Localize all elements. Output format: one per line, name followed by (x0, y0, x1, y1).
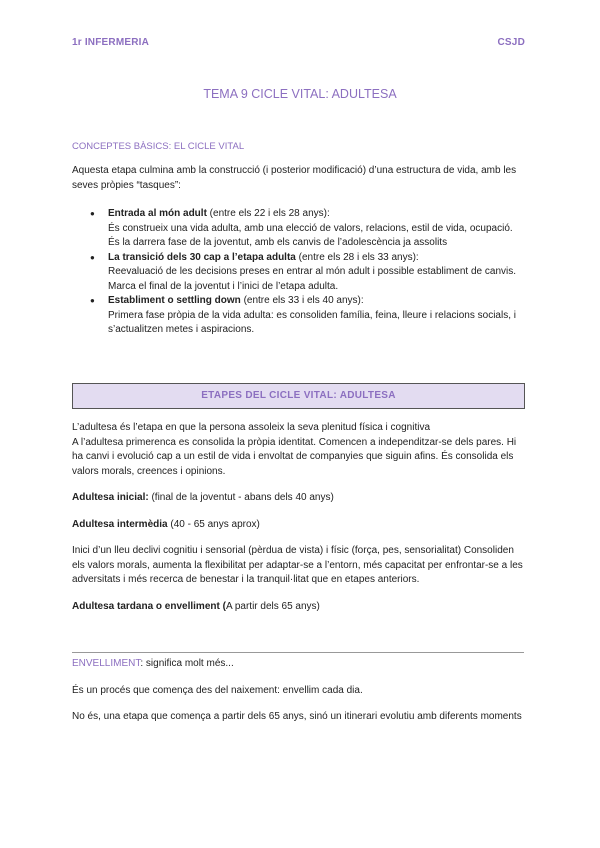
proces-paragraph: És un procés que comença des del naixement: envellim cada dia. (72, 684, 363, 696)
adultesa-inicial (72, 491, 527, 506)
envelliment-text: : significa molt més... (140, 658, 234, 669)
adultesa-tardana-range: A partir dels 65 anys) (225, 600, 320, 612)
envelliment-section (72, 657, 527, 725)
adultesa-inicial-title: Adultesa inicial: (72, 492, 149, 503)
adultesa-inicial-range: (final de la joventut - abans dels 40 anys) (148, 492, 334, 503)
stage-title: Establiment o settling down (108, 295, 241, 306)
list-item (72, 294, 527, 338)
stage-range: (entre els 33 i els 40 anys): (240, 295, 364, 306)
stage-desc: Primera fase pròpia de la vida adulta: es consoliden família, feina, lleure i relacions socials, i s’actualitzen metes i aspiracions. (108, 309, 516, 335)
envelliment-line (72, 657, 527, 672)
no-es-paragraph: No és, una etapa que comença a partir dels 65 anys, sinó un itinerari evolutiu amb diferents moments (72, 711, 522, 722)
adultesa-intermedia-title: Adultesa intermèdia (72, 518, 168, 530)
adultesa-section (72, 421, 527, 614)
adultesa-line: L’adultesa és l’etapa en que la persona assoleix la seva plenitud física i cognitiva (72, 422, 431, 433)
section-label: CONCEPTES BÀSICS: EL CICLE VITAL (72, 141, 245, 152)
section-heading-box: ETAPES DEL CICLE VITAL: ADULTESA (72, 383, 525, 409)
intro-paragraph: Aquesta etapa culmina amb la construcció (i posterior modificació) d’una estructura de vida, amb les seves pròpies “tasques”: (72, 165, 517, 191)
stage-desc: Reevaluació de les decisions preses en entrar al món adult i possible establiment de canvis. Marca el final de la joventut i l’inici de l’etapa adulta. (108, 266, 517, 292)
divider (72, 652, 524, 653)
stage-desc: És construeix una vida adulta, amb una elecció de valors, relacions, estil de vida, ocupació. És la darrera fase de la joventut, amb els canvis de l’adolescència ja assolits (108, 222, 513, 248)
adultesa-tardana-title: Adultesa tardana o envelliment ( (72, 600, 226, 612)
stages-list (72, 207, 527, 338)
list-item (72, 251, 527, 295)
adultesa-paragraph: A l’adultesa primerenca es consolida la pròpia identitat. Comencen a independitzar-se dels pares. Hi ha canvi i evolució cap a un estil de vida i envoltat de companyies que siguin afins. És consolida els valors morals, creences i opinions. (72, 436, 517, 477)
stage-range: (entre els 22 i els 28 anys): (206, 208, 330, 219)
stage-range: (entre els 28 i els 33 anys): (295, 251, 419, 263)
header-school: CSJD (497, 37, 525, 48)
page-title: TEMA 9 CICLE VITAL: ADULTESA (203, 87, 397, 101)
adultesa-intermedia-range: (40 - 65 anys aprox) (167, 518, 260, 530)
intermedia-description: Inici d’un lleu declivi cognitiu i sensorial (pèrdua de vista) i físic (força, pes, sensorialitat) Consoliden els valors morals, aumenta la flexibilitat per adaptar-se a l’entorn, més capacitat per enfrontar-se a les adversitats i més recerca de benestar i la tranquil·litat que en etapes anteriors. (72, 545, 523, 585)
adultesa-intermedia (72, 518, 527, 533)
intro-section (72, 164, 527, 338)
header-course: 1r INFERMERIA (72, 37, 150, 48)
adultesa-tardana (72, 600, 527, 615)
envelliment-label: ENVELLIMENT (72, 658, 141, 669)
stage-title: Entrada al món adult (108, 208, 207, 219)
list-item (72, 207, 527, 251)
stage-title: La transició dels 30 cap a l’etapa adulta (108, 251, 296, 263)
